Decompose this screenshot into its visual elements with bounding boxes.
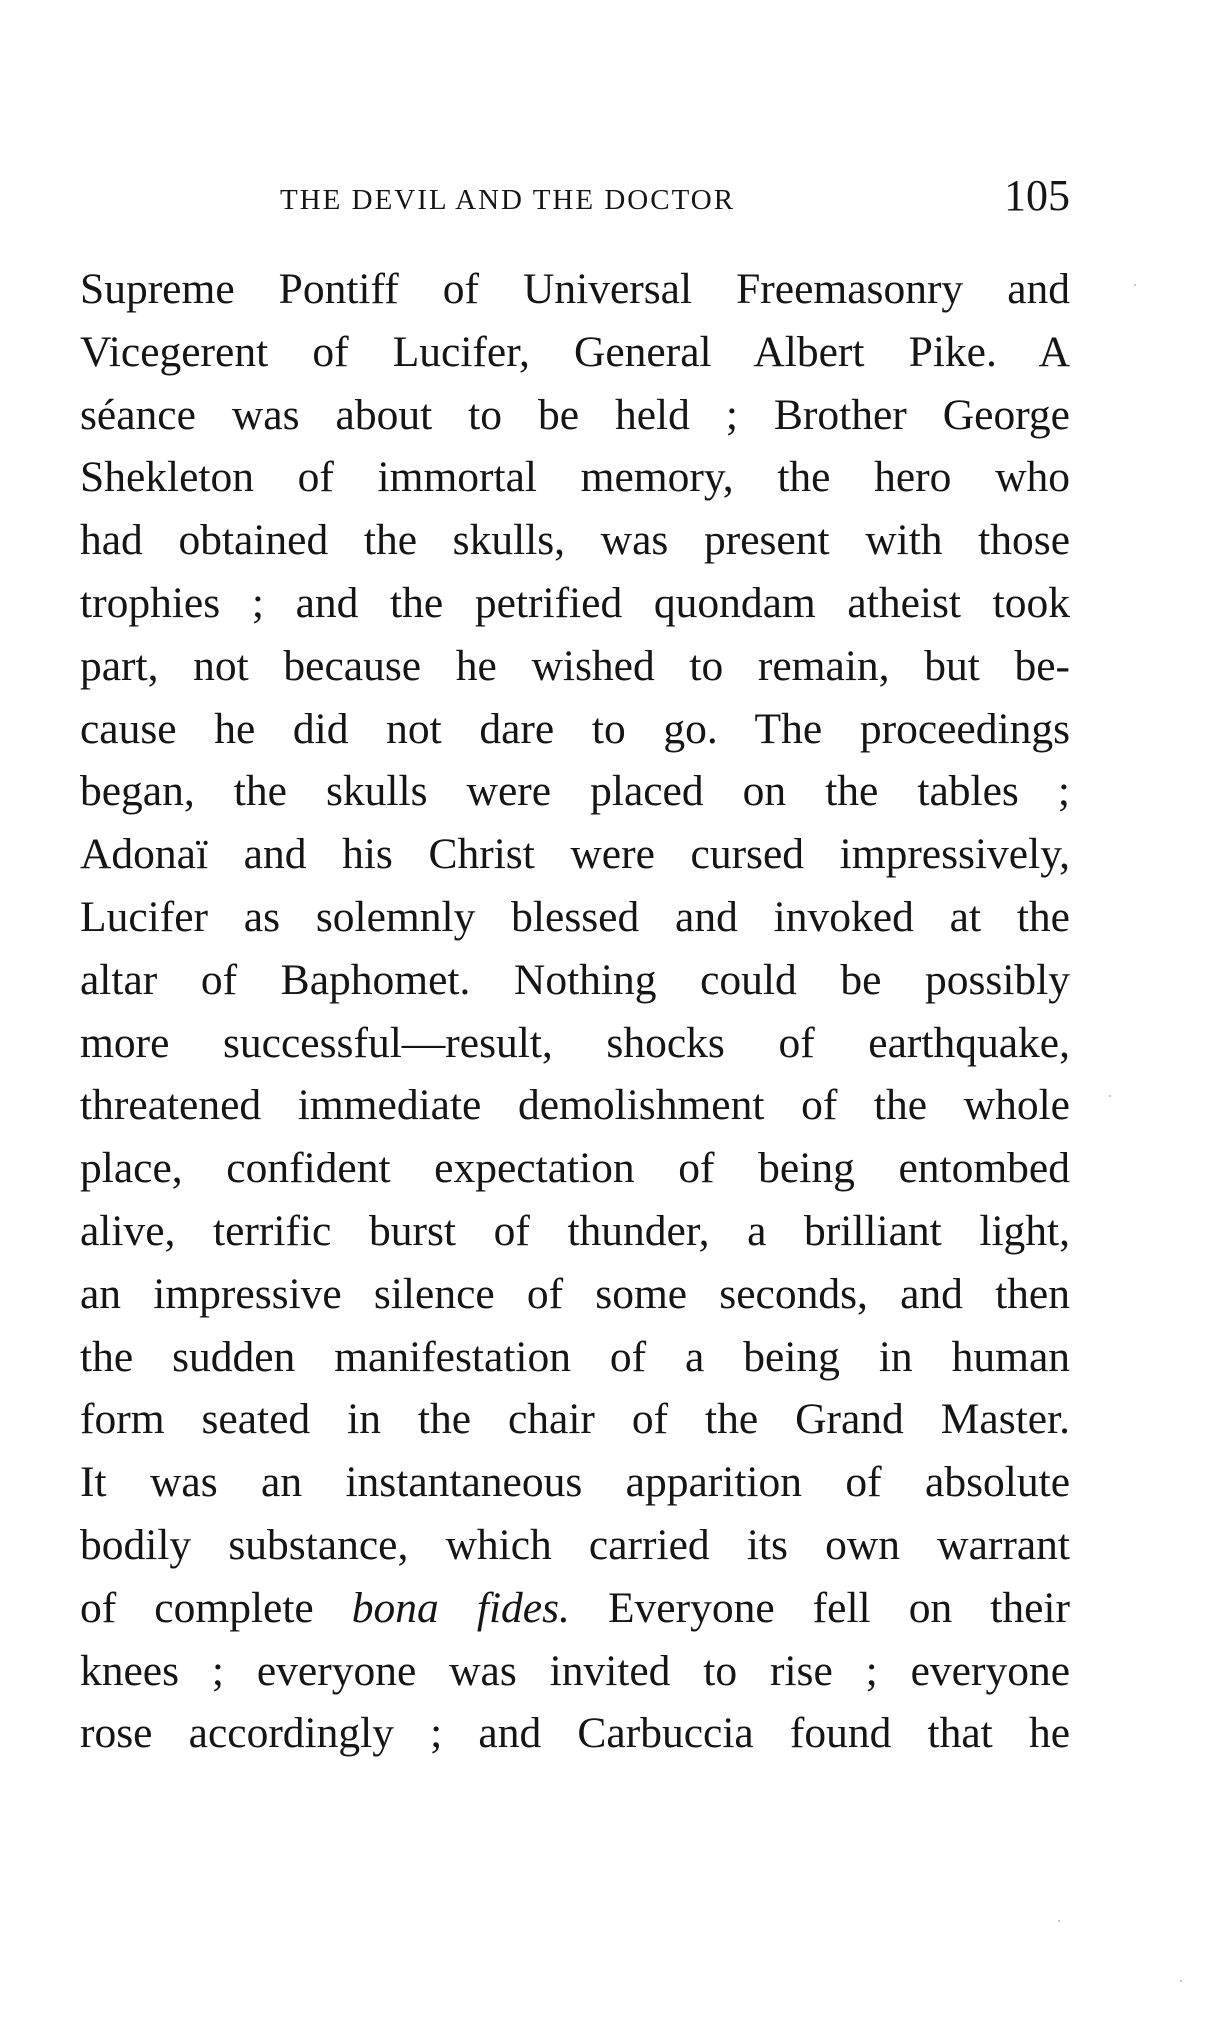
- text-line: séance was about to be held ; Brother George: [80, 390, 1070, 439]
- running-title: THE DEVIL AND THE DOCTOR: [280, 184, 736, 216]
- page-number: 105: [1004, 171, 1070, 220]
- text-line: the sudden manifestation of a being in human: [80, 1332, 1070, 1381]
- italic-phrase: bona fides.: [351, 1583, 570, 1632]
- body-text: [80, 258, 1070, 1765]
- text-line: knees ; everyone was invited to rise ; everyone: [80, 1646, 1070, 1695]
- text-line: form seated in the chair of the Grand Master.: [80, 1395, 1070, 1444]
- text-line-with-italic: [80, 1577, 1070, 1640]
- text-line: began, the skulls were placed on the tables ;: [80, 767, 1070, 816]
- paper-speck: [1109, 1095, 1111, 1097]
- text-line: Supreme Pontiff of Universal Freemasonry and: [80, 265, 1070, 313]
- text-line: part, not because he wished to remain, but be-: [80, 641, 1070, 690]
- text-line: altar of Baphomet. Nothing could be possibly: [80, 955, 1070, 1004]
- paper-speck: [1134, 284, 1136, 286]
- text-line: more successful—result, shocks of earthquake,: [80, 1018, 1070, 1067]
- text-line: Lucifer as solemnly blessed and invoked at the: [80, 892, 1070, 941]
- text-line: an impressive silence of some seconds, and then: [80, 1269, 1070, 1318]
- text-line: It was an instantaneous apparition of absolute: [80, 1458, 1070, 1507]
- text-line: place, confident expectation of being entombed: [80, 1144, 1070, 1193]
- paper-speck: [1180, 1980, 1182, 1982]
- text-line: trophies ; and the petrified quondam atheist took: [80, 578, 1070, 627]
- page-header: [80, 160, 1070, 230]
- text-line: alive, terrific burst of thunder, a brilliant light,: [80, 1206, 1070, 1255]
- text-line-end: Everyone fell on their: [569, 1583, 1070, 1632]
- text-line: rose accordingly ; and Carbuccia found that he: [80, 1709, 1070, 1758]
- text-line: Vicegerent of Lucifer, General Albert Pike. A: [80, 327, 1070, 376]
- text-line: had obtained the skulls, was present with those: [80, 516, 1070, 565]
- text-line: bodily substance, which carried its own warrant: [80, 1520, 1070, 1569]
- text-line: cause he did not dare to go. The proceedings: [80, 704, 1070, 753]
- text-line: Shekleton of immortal memory, the hero who: [80, 453, 1070, 502]
- paper-speck: [1058, 1920, 1060, 1922]
- text-line: Adonaï and his Christ were cursed impressively,: [80, 830, 1070, 879]
- text-line-start: of complete: [80, 1583, 352, 1632]
- text-line: threatened immediate demolishment of the whole: [80, 1081, 1070, 1130]
